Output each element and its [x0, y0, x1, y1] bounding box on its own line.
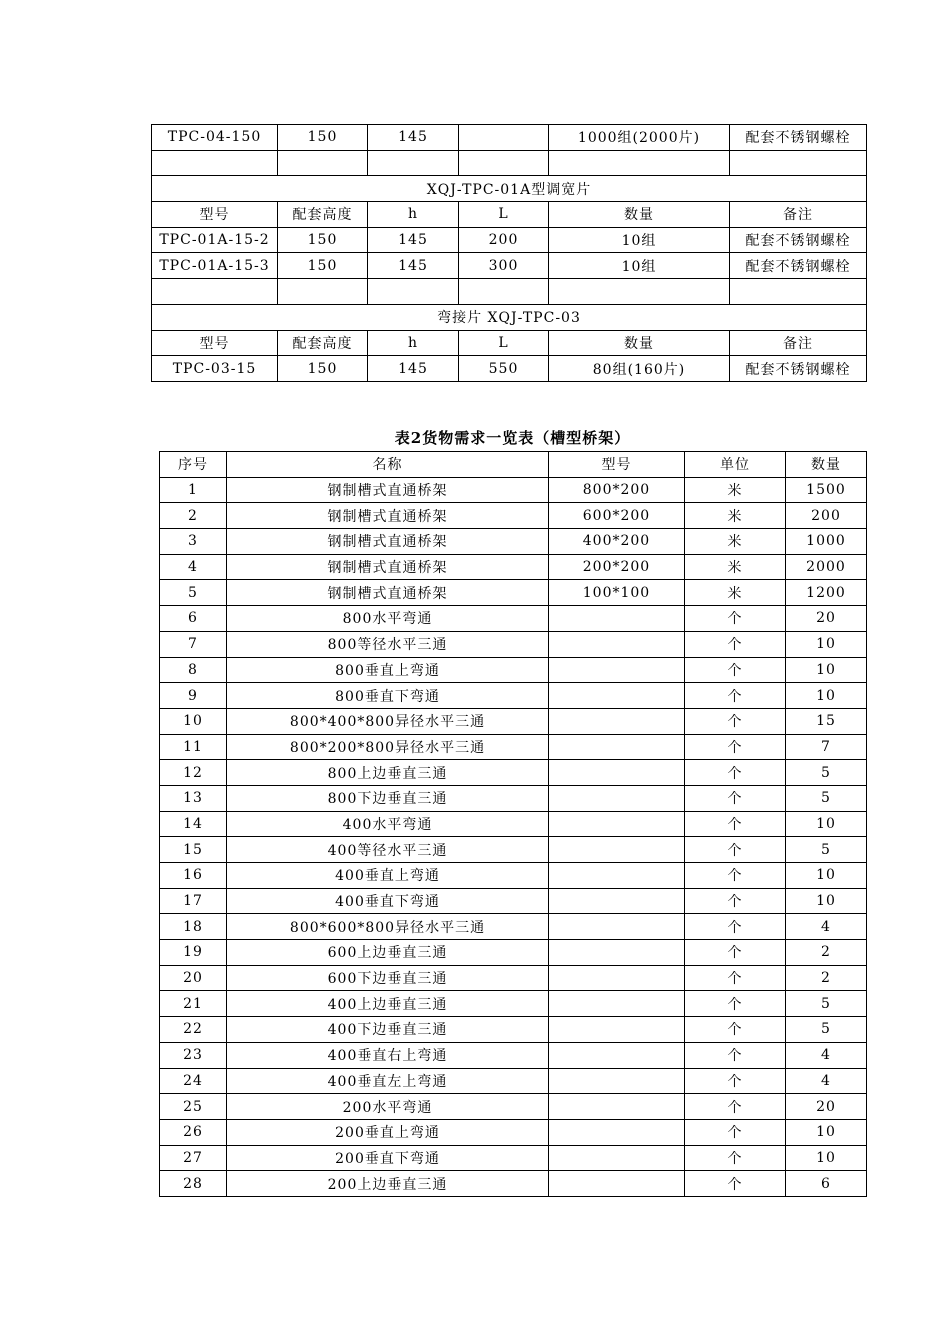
table-cell: 钢制槽式直通桥架	[227, 554, 549, 580]
table-cell: 200	[459, 227, 549, 253]
table-cell: 5	[786, 785, 867, 811]
table-cell: 8	[160, 657, 227, 683]
table-cell: 400等径水平三通	[227, 837, 549, 863]
table-cell: 80组(160片)	[549, 356, 730, 382]
table-cell: 配套不锈钢螺栓	[730, 356, 867, 382]
table-row	[160, 837, 867, 863]
table-cell: 配套高度	[278, 330, 368, 356]
table-cell: 个	[685, 785, 786, 811]
section-title-row	[152, 176, 867, 202]
table-cell: 800垂直上弯通	[227, 657, 549, 683]
table-cell: TPC-03-15	[152, 356, 278, 382]
table-row	[160, 1042, 867, 1068]
header-row	[152, 330, 867, 356]
table-row	[160, 708, 867, 734]
table-cell: 个	[685, 888, 786, 914]
table-cell	[549, 1068, 685, 1094]
empty-row	[152, 150, 867, 176]
table-cell: 600下边垂直三通	[227, 965, 549, 991]
table-cell: 800水平弯通	[227, 606, 549, 632]
table-cell: 个	[685, 863, 786, 889]
table2-title: 表2货物需求一览表（槽型桥架）	[394, 429, 631, 447]
table-cell	[549, 606, 685, 632]
table-cell: 800*200*800异径水平三通	[227, 734, 549, 760]
table-cell: 2	[160, 503, 227, 529]
table-cell: 145	[368, 227, 459, 253]
table-cell: 配套高度	[278, 202, 368, 228]
table-row	[160, 991, 867, 1017]
table-cell: 800垂直下弯通	[227, 683, 549, 709]
table-cell	[549, 150, 730, 176]
table-cell: 6	[786, 1171, 867, 1197]
table-cell: 型号	[152, 202, 278, 228]
table-cell: TPC-01A-15-2	[152, 227, 278, 253]
table-cell	[549, 279, 730, 305]
table-cell: L	[459, 330, 549, 356]
table-cell	[549, 811, 685, 837]
table-cell: 序号	[160, 452, 227, 478]
table-cell	[549, 1017, 685, 1043]
table-row	[160, 1119, 867, 1145]
table-cell	[549, 1094, 685, 1120]
table-row	[160, 1145, 867, 1171]
table-cell	[549, 785, 685, 811]
table-cell: 型号	[152, 330, 278, 356]
table-cell: h	[368, 202, 459, 228]
table-cell: 1200	[786, 580, 867, 606]
table-cell: 钢制槽式直通桥架	[227, 503, 549, 529]
table-cell: 200垂直下弯通	[227, 1145, 549, 1171]
table-cell: 个	[685, 1017, 786, 1043]
table-cell: 配套不锈钢螺栓	[730, 125, 867, 151]
table-row	[160, 631, 867, 657]
table-cell	[549, 1145, 685, 1171]
table-cell: 1	[160, 477, 227, 503]
table-cell: L	[459, 202, 549, 228]
header-row	[152, 202, 867, 228]
table-cell	[549, 991, 685, 1017]
table-cell: 个	[685, 914, 786, 940]
table-cell: 个	[685, 965, 786, 991]
table-cell: 18	[160, 914, 227, 940]
table-cell: 550	[459, 356, 549, 382]
table-cell: 5	[786, 991, 867, 1017]
goods-demand-table-body	[160, 452, 867, 1197]
table-cell: 10	[786, 811, 867, 837]
table-cell: 300	[459, 253, 549, 279]
table-cell: 200上边垂直三通	[227, 1171, 549, 1197]
table-cell: 1000组(2000片)	[549, 125, 730, 151]
table-cell: 400垂直下弯通	[227, 888, 549, 914]
table-row	[160, 888, 867, 914]
section-title-cell: 弯接片 XQJ-TPC-03	[152, 304, 867, 330]
table-cell: 个	[685, 1042, 786, 1068]
table-cell	[549, 1171, 685, 1197]
table-cell: 数量	[786, 452, 867, 478]
table-row	[160, 940, 867, 966]
table-cell: 2000	[786, 554, 867, 580]
table-row	[160, 580, 867, 606]
table-cell: 2	[786, 940, 867, 966]
table-row	[160, 503, 867, 529]
table-cell	[459, 125, 549, 151]
table-cell: 800*600*800异径水平三通	[227, 914, 549, 940]
table-cell: 米	[685, 529, 786, 555]
table-cell: 23	[160, 1042, 227, 1068]
table-cell: 个	[685, 811, 786, 837]
table-cell: 4	[786, 1042, 867, 1068]
table-cell: 个	[685, 631, 786, 657]
table-row	[152, 227, 867, 253]
table-cell: 200*200	[549, 554, 685, 580]
table-cell: 28	[160, 1171, 227, 1197]
table-row	[160, 1094, 867, 1120]
table-cell: 5	[786, 837, 867, 863]
table-cell: 150	[278, 227, 368, 253]
table-cell	[549, 888, 685, 914]
table-cell	[549, 631, 685, 657]
table-row	[160, 914, 867, 940]
table-cell: 个	[685, 1094, 786, 1120]
table-cell: 个	[685, 940, 786, 966]
table-cell	[549, 708, 685, 734]
table-cell	[278, 150, 368, 176]
table-row	[160, 863, 867, 889]
table-cell	[549, 1042, 685, 1068]
table-cell: 个	[685, 1145, 786, 1171]
table-row	[160, 760, 867, 786]
table-cell: 10	[786, 1119, 867, 1145]
table-cell: 200垂直上弯通	[227, 1119, 549, 1145]
table-cell: 16	[160, 863, 227, 889]
table-cell: 25	[160, 1094, 227, 1120]
table-cell: 个	[685, 708, 786, 734]
table-cell: 400垂直右上弯通	[227, 1042, 549, 1068]
table-cell: 600上边垂直三通	[227, 940, 549, 966]
table-cell: 10组	[549, 227, 730, 253]
table-cell	[278, 279, 368, 305]
table-row	[160, 657, 867, 683]
table-cell: 个	[685, 606, 786, 632]
table-cell: 备注	[730, 202, 867, 228]
table-cell	[549, 863, 685, 889]
table-row	[160, 529, 867, 555]
table-cell: 145	[368, 356, 459, 382]
table-row	[152, 253, 867, 279]
table-cell: 800上边垂直三通	[227, 760, 549, 786]
table-cell: 800等径水平三通	[227, 631, 549, 657]
table-cell: 10	[786, 683, 867, 709]
table-cell: 单位	[685, 452, 786, 478]
table-cell: 米	[685, 477, 786, 503]
empty-row	[152, 279, 867, 305]
table-cell: 个	[685, 657, 786, 683]
table-cell: 13	[160, 785, 227, 811]
table-cell: 800*200	[549, 477, 685, 503]
table-cell: 200	[786, 503, 867, 529]
table-cell: 800*400*800异径水平三通	[227, 708, 549, 734]
table-cell: 米	[685, 580, 786, 606]
table-cell: 17	[160, 888, 227, 914]
table-row	[160, 811, 867, 837]
header-row	[160, 452, 867, 478]
table-cell: 15	[786, 708, 867, 734]
table-cell: 145	[368, 253, 459, 279]
table-cell: 21	[160, 991, 227, 1017]
table-cell: 22	[160, 1017, 227, 1043]
table-cell: 10	[160, 708, 227, 734]
table-cell: 个	[685, 734, 786, 760]
table-cell: 400*200	[549, 529, 685, 555]
table-cell: 个	[685, 1068, 786, 1094]
table-row	[160, 1068, 867, 1094]
table-cell: 4	[786, 914, 867, 940]
table-cell	[549, 760, 685, 786]
table-cell: 150	[278, 253, 368, 279]
table-cell: 100*100	[549, 580, 685, 606]
table-cell: 个	[685, 991, 786, 1017]
table-row	[160, 785, 867, 811]
table-cell	[152, 150, 278, 176]
table-cell: 数量	[549, 330, 730, 356]
table-cell: 型号	[549, 452, 685, 478]
table-cell: 27	[160, 1145, 227, 1171]
table-cell	[459, 279, 549, 305]
table-cell: 个	[685, 683, 786, 709]
table-cell: 名称	[227, 452, 549, 478]
table-cell: 数量	[549, 202, 730, 228]
table-cell: 钢制槽式直通桥架	[227, 580, 549, 606]
table-cell: 20	[160, 965, 227, 991]
table-cell: 备注	[730, 330, 867, 356]
table-cell: 10	[786, 631, 867, 657]
table-cell: 400上边垂直三通	[227, 991, 549, 1017]
table-cell	[549, 683, 685, 709]
table-cell: 钢制槽式直通桥架	[227, 477, 549, 503]
table-row	[160, 554, 867, 580]
table-cell	[549, 914, 685, 940]
table-cell: 钢制槽式直通桥架	[227, 529, 549, 555]
table-cell: 1500	[786, 477, 867, 503]
table-cell: 配套不锈钢螺栓	[730, 253, 867, 279]
table-cell: 7	[786, 734, 867, 760]
table-cell: 个	[685, 760, 786, 786]
table-row	[152, 125, 867, 151]
table-cell: 400垂直上弯通	[227, 863, 549, 889]
table-cell	[152, 279, 278, 305]
table-cell: 个	[685, 1171, 786, 1197]
table-cell: 19	[160, 940, 227, 966]
table-row	[152, 356, 867, 382]
table-cell: 145	[368, 125, 459, 151]
table-cell	[368, 279, 459, 305]
table-row	[160, 477, 867, 503]
section-title-row	[152, 304, 867, 330]
table-cell: 200水平弯通	[227, 1094, 549, 1120]
table-cell: 个	[685, 837, 786, 863]
table-cell	[549, 657, 685, 683]
table-cell: h	[368, 330, 459, 356]
table-row	[160, 683, 867, 709]
table-cell: 4	[786, 1068, 867, 1094]
table-cell: 800下边垂直三通	[227, 785, 549, 811]
table-cell: 10组	[549, 253, 730, 279]
section-title-cell: XQJ-TPC-01A型调宽片	[152, 176, 867, 202]
table-cell	[549, 965, 685, 991]
table-cell	[549, 940, 685, 966]
table-row	[160, 965, 867, 991]
table-cell: 9	[160, 683, 227, 709]
table-cell	[730, 279, 867, 305]
table-cell: 10	[786, 1145, 867, 1171]
accessory-spec-table-body	[152, 125, 867, 382]
table-cell	[549, 734, 685, 760]
table-cell: 配套不锈钢螺栓	[730, 227, 867, 253]
table-cell: TPC-01A-15-3	[152, 253, 278, 279]
table-row	[160, 1017, 867, 1043]
table-cell: 7	[160, 631, 227, 657]
table-cell: 14	[160, 811, 227, 837]
table-cell: 米	[685, 554, 786, 580]
table-cell: 10	[786, 888, 867, 914]
table-cell	[730, 150, 867, 176]
table-row	[160, 1171, 867, 1197]
table-cell: 400垂直左上弯通	[227, 1068, 549, 1094]
table-row	[160, 606, 867, 632]
table-cell: 个	[685, 1119, 786, 1145]
table-cell: 26	[160, 1119, 227, 1145]
accessory-spec-table	[151, 124, 867, 382]
table-cell: 6	[160, 606, 227, 632]
table-cell: 400下边垂直三通	[227, 1017, 549, 1043]
table-cell: 3	[160, 529, 227, 555]
table-cell	[368, 150, 459, 176]
table-row	[160, 734, 867, 760]
table-cell: 4	[160, 554, 227, 580]
table-cell: 600*200	[549, 503, 685, 529]
table-cell	[549, 1119, 685, 1145]
table-cell: 400水平弯通	[227, 811, 549, 837]
table-cell: 5	[160, 580, 227, 606]
table-cell: 20	[786, 1094, 867, 1120]
table-cell: 米	[685, 503, 786, 529]
table-cell: 20	[786, 606, 867, 632]
table-cell: 24	[160, 1068, 227, 1094]
table-cell: 12	[160, 760, 227, 786]
table-cell: 5	[786, 1017, 867, 1043]
table-cell: 1000	[786, 529, 867, 555]
table-cell: TPC-04-150	[152, 125, 278, 151]
table-cell	[459, 150, 549, 176]
table-cell: 10	[786, 863, 867, 889]
table-cell: 150	[278, 356, 368, 382]
table-cell: 15	[160, 837, 227, 863]
table-cell: 2	[786, 965, 867, 991]
table-cell: 150	[278, 125, 368, 151]
table-cell: 5	[786, 760, 867, 786]
table-cell	[549, 837, 685, 863]
goods-demand-table	[159, 451, 867, 1197]
table-cell: 10	[786, 657, 867, 683]
table-cell: 11	[160, 734, 227, 760]
